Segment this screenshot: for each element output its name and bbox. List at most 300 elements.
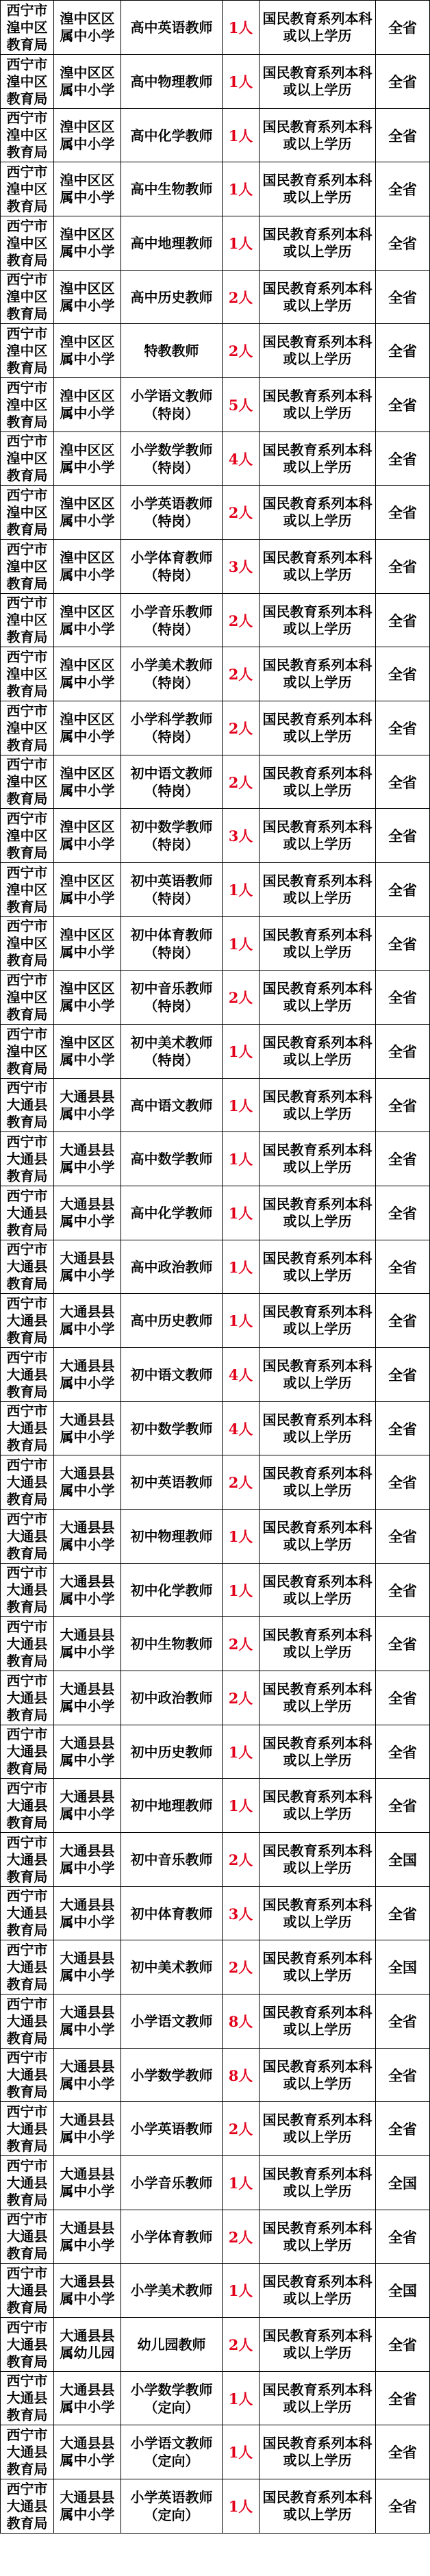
area-cell: 全省 <box>376 378 430 432</box>
unit-cell: 西宁市大通县教育局 <box>1 2479 54 2534</box>
table-row <box>1 2049 430 2102</box>
post-cell: 小学音乐教师 <box>121 2156 223 2210</box>
education-cell: 国民教育系列本科或以上学历 <box>260 2102 376 2156</box>
org-cell: 大通县县属中小学 <box>54 1564 121 1617</box>
org-cell: 大通县县属中小学 <box>54 1294 121 1348</box>
table-row <box>1 2479 430 2534</box>
area-cell: 全国 <box>376 1833 430 1887</box>
post-cell: 小学科学教师（特岗） <box>121 701 223 755</box>
area-cell: 全省 <box>376 1348 430 1402</box>
org-cell: 湟中区区属中小学 <box>54 540 121 594</box>
area-cell: 全省 <box>376 917 430 971</box>
count-cell: 2人 <box>223 486 260 540</box>
area-cell: 全省 <box>376 1779 430 1833</box>
org-cell: 大通县县属中小学 <box>54 2372 121 2425</box>
area-cell: 全省 <box>376 2102 430 2156</box>
post-cell: 高中语文教师 <box>121 1079 223 1132</box>
table-row <box>1 701 430 755</box>
area-cell: 全省 <box>376 809 430 863</box>
post-cell: 初中语文教师（特岗） <box>121 755 223 809</box>
org-cell: 湟中区区属中小学 <box>54 755 121 809</box>
post-cell: 初中美术教师 <box>121 1940 223 1994</box>
education-cell: 国民教育系列本科或以上学历 <box>260 486 376 540</box>
table-row <box>1 1510 430 1564</box>
area-cell: 全省 <box>376 1994 430 2049</box>
education-cell: 国民教育系列本科或以上学历 <box>260 2049 376 2102</box>
education-cell: 国民教育系列本科或以上学历 <box>260 2156 376 2210</box>
unit-cell: 西宁市大通县教育局 <box>1 1940 54 1994</box>
count-cell: 1人 <box>223 2156 260 2210</box>
area-cell: 全省 <box>376 432 430 486</box>
org-cell: 大通县县属中小学 <box>54 1779 121 1833</box>
education-cell: 国民教育系列本科或以上学历 <box>260 162 376 216</box>
table-row <box>1 55 430 109</box>
education-cell: 国民教育系列本科或以上学历 <box>260 1348 376 1402</box>
area-cell: 全省 <box>376 1402 430 1455</box>
area-cell: 全省 <box>376 2479 430 2534</box>
count-cell: 1人 <box>223 162 260 216</box>
education-cell: 国民教育系列本科或以上学历 <box>260 109 376 162</box>
unit-cell: 西宁市大通县教育局 <box>1 1079 54 1132</box>
count-cell: 1人 <box>223 55 260 109</box>
unit-cell: 西宁市湟中区教育局 <box>1 55 54 109</box>
education-cell: 国民教育系列本科或以上学历 <box>260 1725 376 1779</box>
education-cell: 国民教育系列本科或以上学历 <box>260 2318 376 2372</box>
post-cell: 小学语文教师（特岗） <box>121 378 223 432</box>
area-cell: 全省 <box>376 1887 430 1940</box>
area-cell: 全省 <box>376 1564 430 1617</box>
table-row <box>1 324 430 378</box>
table-row <box>1 1402 430 1455</box>
post-cell: 小学数学教师（特岗） <box>121 432 223 486</box>
org-cell: 湟中区区属中小学 <box>54 863 121 917</box>
post-cell: 小学体育教师（特岗） <box>121 540 223 594</box>
count-cell: 1人 <box>223 1240 260 1294</box>
post-cell: 初中历史教师 <box>121 1725 223 1779</box>
unit-cell: 西宁市大通县教育局 <box>1 1833 54 1887</box>
count-cell: 4人 <box>223 1402 260 1455</box>
post-cell: 小学美术教师（特岗） <box>121 647 223 701</box>
org-cell: 大通县县属中小学 <box>54 2102 121 2156</box>
area-cell: 全国 <box>376 2156 430 2210</box>
unit-cell: 西宁市大通县教育局 <box>1 1617 54 1671</box>
post-cell: 小学数学教师 <box>121 2049 223 2102</box>
education-cell: 国民教育系列本科或以上学历 <box>260 1402 376 1455</box>
table-row <box>1 1671 430 1725</box>
count-cell: 1人 <box>223 1779 260 1833</box>
table-row <box>1 755 430 809</box>
table-row <box>1 647 430 701</box>
post-cell: 初中体育教师 <box>121 1887 223 1940</box>
post-cell: 初中生物教师 <box>121 1617 223 1671</box>
education-cell: 国民教育系列本科或以上学历 <box>260 1671 376 1725</box>
post-cell: 初中政治教师 <box>121 1671 223 1725</box>
org-cell: 湟中区区属中小学 <box>54 917 121 971</box>
area-cell: 全省 <box>376 324 430 378</box>
area-cell: 全省 <box>376 1 430 55</box>
area-cell: 全省 <box>376 1240 430 1294</box>
table-row <box>1 1617 430 1671</box>
table-row <box>1 2264 430 2318</box>
org-cell: 大通县县属中小学 <box>54 1186 121 1240</box>
org-cell: 大通县县属中小学 <box>54 1671 121 1725</box>
education-cell: 国民教育系列本科或以上学历 <box>260 2210 376 2264</box>
table-row <box>1 1725 430 1779</box>
unit-cell: 西宁市湟中区教育局 <box>1 809 54 863</box>
table-row <box>1 1132 430 1186</box>
post-cell: 高中地理教师 <box>121 216 223 271</box>
area-cell: 全省 <box>376 594 430 647</box>
post-cell: 高中数学教师 <box>121 1132 223 1186</box>
table-row <box>1 109 430 162</box>
count-cell: 8人 <box>223 1994 260 2049</box>
unit-cell: 西宁市大通县教育局 <box>1 1564 54 1617</box>
table-row <box>1 594 430 647</box>
org-cell: 大通县县属中小学 <box>54 1725 121 1779</box>
post-cell: 小学语文教师（定向） <box>121 2425 223 2479</box>
org-cell: 大通县县属中小学 <box>54 1940 121 1994</box>
education-cell: 国民教育系列本科或以上学历 <box>260 1940 376 1994</box>
count-cell: 1人 <box>223 1132 260 1186</box>
area-cell: 全省 <box>376 971 430 1025</box>
education-cell: 国民教育系列本科或以上学历 <box>260 1833 376 1887</box>
count-cell: 1人 <box>223 863 260 917</box>
table-row <box>1 378 430 432</box>
count-cell: 2人 <box>223 594 260 647</box>
table-row <box>1 216 430 271</box>
unit-cell: 西宁市湟中区教育局 <box>1 540 54 594</box>
table-row <box>1 917 430 971</box>
count-cell: 1人 <box>223 917 260 971</box>
unit-cell: 西宁市大通县教育局 <box>1 1779 54 1833</box>
count-cell: 2人 <box>223 1617 260 1671</box>
unit-cell: 西宁市大通县教育局 <box>1 2318 54 2372</box>
education-cell: 国民教育系列本科或以上学历 <box>260 55 376 109</box>
count-cell: 1人 <box>223 1025 260 1079</box>
org-cell: 湟中区区属中小学 <box>54 55 121 109</box>
post-cell: 初中英语教师（特岗） <box>121 863 223 917</box>
count-cell: 2人 <box>223 324 260 378</box>
unit-cell: 西宁市湟中区教育局 <box>1 701 54 755</box>
count-cell: 2人 <box>223 2318 260 2372</box>
table-row <box>1 971 430 1025</box>
education-cell: 国民教育系列本科或以上学历 <box>260 1132 376 1186</box>
org-cell: 湟中区区属中小学 <box>54 271 121 324</box>
unit-cell: 西宁市湟中区教育局 <box>1 486 54 540</box>
area-cell: 全国 <box>376 2264 430 2318</box>
table-row <box>1 540 430 594</box>
table-row <box>1 2210 430 2264</box>
post-cell: 小学体育教师 <box>121 2210 223 2264</box>
org-cell: 大通县县属中小学 <box>54 1994 121 2049</box>
org-cell: 湟中区区属中小学 <box>54 1025 121 1079</box>
unit-cell: 西宁市湟中区教育局 <box>1 324 54 378</box>
count-cell: 1人 <box>223 2479 260 2534</box>
count-cell: 1人 <box>223 1294 260 1348</box>
table-row <box>1 1887 430 1940</box>
post-cell: 小学英语教师（定向） <box>121 2479 223 2534</box>
table-row <box>1 1940 430 1994</box>
area-cell: 全省 <box>376 1186 430 1240</box>
education-cell: 国民教育系列本科或以上学历 <box>260 1 376 55</box>
table-row <box>1 2372 430 2425</box>
count-cell: 1人 <box>223 2264 260 2318</box>
area-cell: 全省 <box>376 2210 430 2264</box>
post-cell: 高中英语教师 <box>121 1 223 55</box>
post-cell: 高中化学教师 <box>121 1186 223 1240</box>
org-cell: 湟中区区属中小学 <box>54 216 121 271</box>
table-row <box>1 1025 430 1079</box>
education-cell: 国民教育系列本科或以上学历 <box>260 1564 376 1617</box>
unit-cell: 西宁市湟中区教育局 <box>1 432 54 486</box>
post-cell: 初中美术教师（特岗） <box>121 1025 223 1079</box>
count-cell: 2人 <box>223 271 260 324</box>
count-cell: 1人 <box>223 1510 260 1564</box>
unit-cell: 西宁市大通县教育局 <box>1 2102 54 2156</box>
unit-cell: 西宁市湟中区教育局 <box>1 917 54 971</box>
education-cell: 国民教育系列本科或以上学历 <box>260 863 376 917</box>
post-cell: 初中数学教师 <box>121 1402 223 1455</box>
post-cell: 初中化学教师 <box>121 1564 223 1617</box>
unit-cell: 西宁市湟中区教育局 <box>1 271 54 324</box>
table-row <box>1 2102 430 2156</box>
education-cell: 国民教育系列本科或以上学历 <box>260 1294 376 1348</box>
org-cell: 大通县县属中小学 <box>54 1132 121 1186</box>
org-cell: 湟中区区属中小学 <box>54 324 121 378</box>
count-cell: 4人 <box>223 1348 260 1402</box>
table-row <box>1 2425 430 2479</box>
org-cell: 湟中区区属中小学 <box>54 1 121 55</box>
unit-cell: 西宁市大通县教育局 <box>1 1294 54 1348</box>
education-cell: 国民教育系列本科或以上学历 <box>260 1186 376 1240</box>
education-cell: 国民教育系列本科或以上学历 <box>260 1887 376 1940</box>
count-cell: 2人 <box>223 701 260 755</box>
education-cell: 国民教育系列本科或以上学历 <box>260 1779 376 1833</box>
table-row <box>1 271 430 324</box>
org-cell: 大通县县属中小学 <box>54 2049 121 2102</box>
table-row <box>1 1079 430 1132</box>
area-cell: 全省 <box>376 2425 430 2479</box>
unit-cell: 西宁市大通县教育局 <box>1 2264 54 2318</box>
education-cell: 国民教育系列本科或以上学历 <box>260 1455 376 1510</box>
count-cell: 1人 <box>223 1079 260 1132</box>
table-row <box>1 1294 430 1348</box>
area-cell: 全省 <box>376 1455 430 1510</box>
org-cell: 大通县县属中小学 <box>54 1617 121 1671</box>
area-cell: 全省 <box>376 2318 430 2372</box>
org-cell: 大通县县属中小学 <box>54 1887 121 1940</box>
table-body <box>1 1 430 2534</box>
post-cell: 高中历史教师 <box>121 1294 223 1348</box>
unit-cell: 西宁市大通县教育局 <box>1 1510 54 1564</box>
unit-cell: 西宁市大通县教育局 <box>1 1455 54 1510</box>
unit-cell: 西宁市大通县教育局 <box>1 1671 54 1725</box>
count-cell: 1人 <box>223 216 260 271</box>
area-cell: 全省 <box>376 647 430 701</box>
post-cell: 高中政治教师 <box>121 1240 223 1294</box>
education-cell: 国民教育系列本科或以上学历 <box>260 540 376 594</box>
post-cell: 特教教师 <box>121 324 223 378</box>
unit-cell: 西宁市大通县教育局 <box>1 1240 54 1294</box>
org-cell: 大通县县属中小学 <box>54 1833 121 1887</box>
org-cell: 大通县县属中小学 <box>54 1402 121 1455</box>
org-cell: 大通县县属中小学 <box>54 1510 121 1564</box>
education-cell: 国民教育系列本科或以上学历 <box>260 1240 376 1294</box>
post-cell: 初中物理教师 <box>121 1510 223 1564</box>
education-cell: 国民教育系列本科或以上学历 <box>260 216 376 271</box>
post-cell: 小学美术教师 <box>121 2264 223 2318</box>
unit-cell: 西宁市大通县教育局 <box>1 1402 54 1455</box>
table-row <box>1 1833 430 1887</box>
table-row <box>1 1 430 55</box>
area-cell: 全省 <box>376 540 430 594</box>
org-cell: 大通县县属中小学 <box>54 1348 121 1402</box>
education-cell: 国民教育系列本科或以上学历 <box>260 2372 376 2425</box>
area-cell: 全省 <box>376 1132 430 1186</box>
education-cell: 国民教育系列本科或以上学历 <box>260 1079 376 1132</box>
count-cell: 1人 <box>223 1564 260 1617</box>
count-cell: 3人 <box>223 540 260 594</box>
education-cell: 国民教育系列本科或以上学历 <box>260 271 376 324</box>
org-cell: 湟中区区属中小学 <box>54 701 121 755</box>
area-cell: 全省 <box>376 701 430 755</box>
area-cell: 全省 <box>376 162 430 216</box>
area-cell: 全省 <box>376 216 430 271</box>
area-cell: 全省 <box>376 271 430 324</box>
table-row <box>1 1994 430 2049</box>
post-cell: 初中语文教师 <box>121 1348 223 1402</box>
table-row <box>1 2156 430 2210</box>
unit-cell: 西宁市大通县教育局 <box>1 1186 54 1240</box>
education-cell: 国民教育系列本科或以上学历 <box>260 1617 376 1671</box>
count-cell: 1人 <box>223 1 260 55</box>
count-cell: 3人 <box>223 1887 260 1940</box>
post-cell: 小学数学教师（定向） <box>121 2372 223 2425</box>
post-cell: 小学语文教师 <box>121 1994 223 2049</box>
count-cell: 1人 <box>223 2425 260 2479</box>
org-cell: 大通县县属中小学 <box>54 1240 121 1294</box>
unit-cell: 西宁市大通县教育局 <box>1 1994 54 2049</box>
area-cell: 全省 <box>376 1725 430 1779</box>
org-cell: 大通县县属中小学 <box>54 2156 121 2210</box>
unit-cell: 西宁市湟中区教育局 <box>1 162 54 216</box>
area-cell: 全省 <box>376 1510 430 1564</box>
count-cell: 2人 <box>223 2210 260 2264</box>
post-cell: 初中体育教师（特岗） <box>121 917 223 971</box>
table-row <box>1 162 430 216</box>
count-cell: 1人 <box>223 1186 260 1240</box>
table-row <box>1 2318 430 2372</box>
count-cell: 1人 <box>223 2372 260 2425</box>
count-cell: 2人 <box>223 755 260 809</box>
org-cell: 大通县县属中小学 <box>54 2425 121 2479</box>
education-cell: 国民教育系列本科或以上学历 <box>260 971 376 1025</box>
count-cell: 4人 <box>223 432 260 486</box>
post-cell: 高中生物教师 <box>121 162 223 216</box>
count-cell: 8人 <box>223 2049 260 2102</box>
org-cell: 湟中区区属中小学 <box>54 162 121 216</box>
table-row <box>1 1240 430 1294</box>
education-cell: 国民教育系列本科或以上学历 <box>260 1510 376 1564</box>
education-cell: 国民教育系列本科或以上学历 <box>260 647 376 701</box>
org-cell: 湟中区区属中小学 <box>54 486 121 540</box>
area-cell: 全省 <box>376 55 430 109</box>
table-row <box>1 1186 430 1240</box>
post-cell: 高中化学教师 <box>121 109 223 162</box>
education-cell: 国民教育系列本科或以上学历 <box>260 809 376 863</box>
unit-cell: 西宁市大通县教育局 <box>1 2372 54 2425</box>
unit-cell: 西宁市大通县教育局 <box>1 2210 54 2264</box>
area-cell: 全省 <box>376 486 430 540</box>
unit-cell: 西宁市大通县教育局 <box>1 2049 54 2102</box>
post-cell: 小学音乐教师（特岗） <box>121 594 223 647</box>
org-cell: 大通县县属中小学 <box>54 2210 121 2264</box>
area-cell: 全省 <box>376 755 430 809</box>
unit-cell: 西宁市湟中区教育局 <box>1 216 54 271</box>
count-cell: 1人 <box>223 109 260 162</box>
unit-cell: 西宁市湟中区教育局 <box>1 1 54 55</box>
area-cell: 全省 <box>376 1079 430 1132</box>
unit-cell: 西宁市湟中区教育局 <box>1 378 54 432</box>
education-cell: 国民教育系列本科或以上学历 <box>260 1025 376 1079</box>
post-cell: 初中数学教师（特岗） <box>121 809 223 863</box>
education-cell: 国民教育系列本科或以上学历 <box>260 755 376 809</box>
unit-cell: 西宁市大通县教育局 <box>1 1887 54 1940</box>
count-cell: 2人 <box>223 1671 260 1725</box>
org-cell: 大通县县属中小学 <box>54 1455 121 1510</box>
org-cell: 大通县县属幼儿园 <box>54 2318 121 2372</box>
post-cell: 幼儿园教师 <box>121 2318 223 2372</box>
education-cell: 国民教育系列本科或以上学历 <box>260 324 376 378</box>
education-cell: 国民教育系列本科或以上学历 <box>260 1994 376 2049</box>
count-cell: 5人 <box>223 378 260 432</box>
org-cell: 湟中区区属中小学 <box>54 109 121 162</box>
post-cell: 初中英语教师 <box>121 1455 223 1510</box>
count-cell: 2人 <box>223 2102 260 2156</box>
org-cell: 湟中区区属中小学 <box>54 647 121 701</box>
org-cell: 湟中区区属中小学 <box>54 594 121 647</box>
education-cell: 国民教育系列本科或以上学历 <box>260 2264 376 2318</box>
count-cell: 1人 <box>223 1725 260 1779</box>
table-row <box>1 1455 430 1510</box>
table-row <box>1 486 430 540</box>
post-cell: 初中音乐教师（特岗） <box>121 971 223 1025</box>
unit-cell: 西宁市湟中区教育局 <box>1 647 54 701</box>
post-cell: 初中音乐教师 <box>121 1833 223 1887</box>
education-cell: 国民教育系列本科或以上学历 <box>260 378 376 432</box>
area-cell: 全省 <box>376 2372 430 2425</box>
unit-cell: 西宁市大通县教育局 <box>1 1348 54 1402</box>
unit-cell: 西宁市大通县教育局 <box>1 2156 54 2210</box>
org-cell: 大通县县属中小学 <box>54 1079 121 1132</box>
org-cell: 大通县县属中小学 <box>54 2479 121 2534</box>
area-cell: 全省 <box>376 1294 430 1348</box>
unit-cell: 西宁市大通县教育局 <box>1 2425 54 2479</box>
unit-cell: 西宁市湟中区教育局 <box>1 863 54 917</box>
area-cell: 全省 <box>376 863 430 917</box>
table-row <box>1 1348 430 1402</box>
area-cell: 全省 <box>376 1671 430 1725</box>
education-cell: 国民教育系列本科或以上学历 <box>260 2479 376 2534</box>
count-cell: 3人 <box>223 809 260 863</box>
post-cell: 高中物理教师 <box>121 55 223 109</box>
post-cell: 初中地理教师 <box>121 1779 223 1833</box>
table-row <box>1 809 430 863</box>
unit-cell: 西宁市湟中区教育局 <box>1 755 54 809</box>
unit-cell: 西宁市湟中区教育局 <box>1 1025 54 1079</box>
unit-cell: 西宁市湟中区教育局 <box>1 594 54 647</box>
post-cell: 高中历史教师 <box>121 271 223 324</box>
